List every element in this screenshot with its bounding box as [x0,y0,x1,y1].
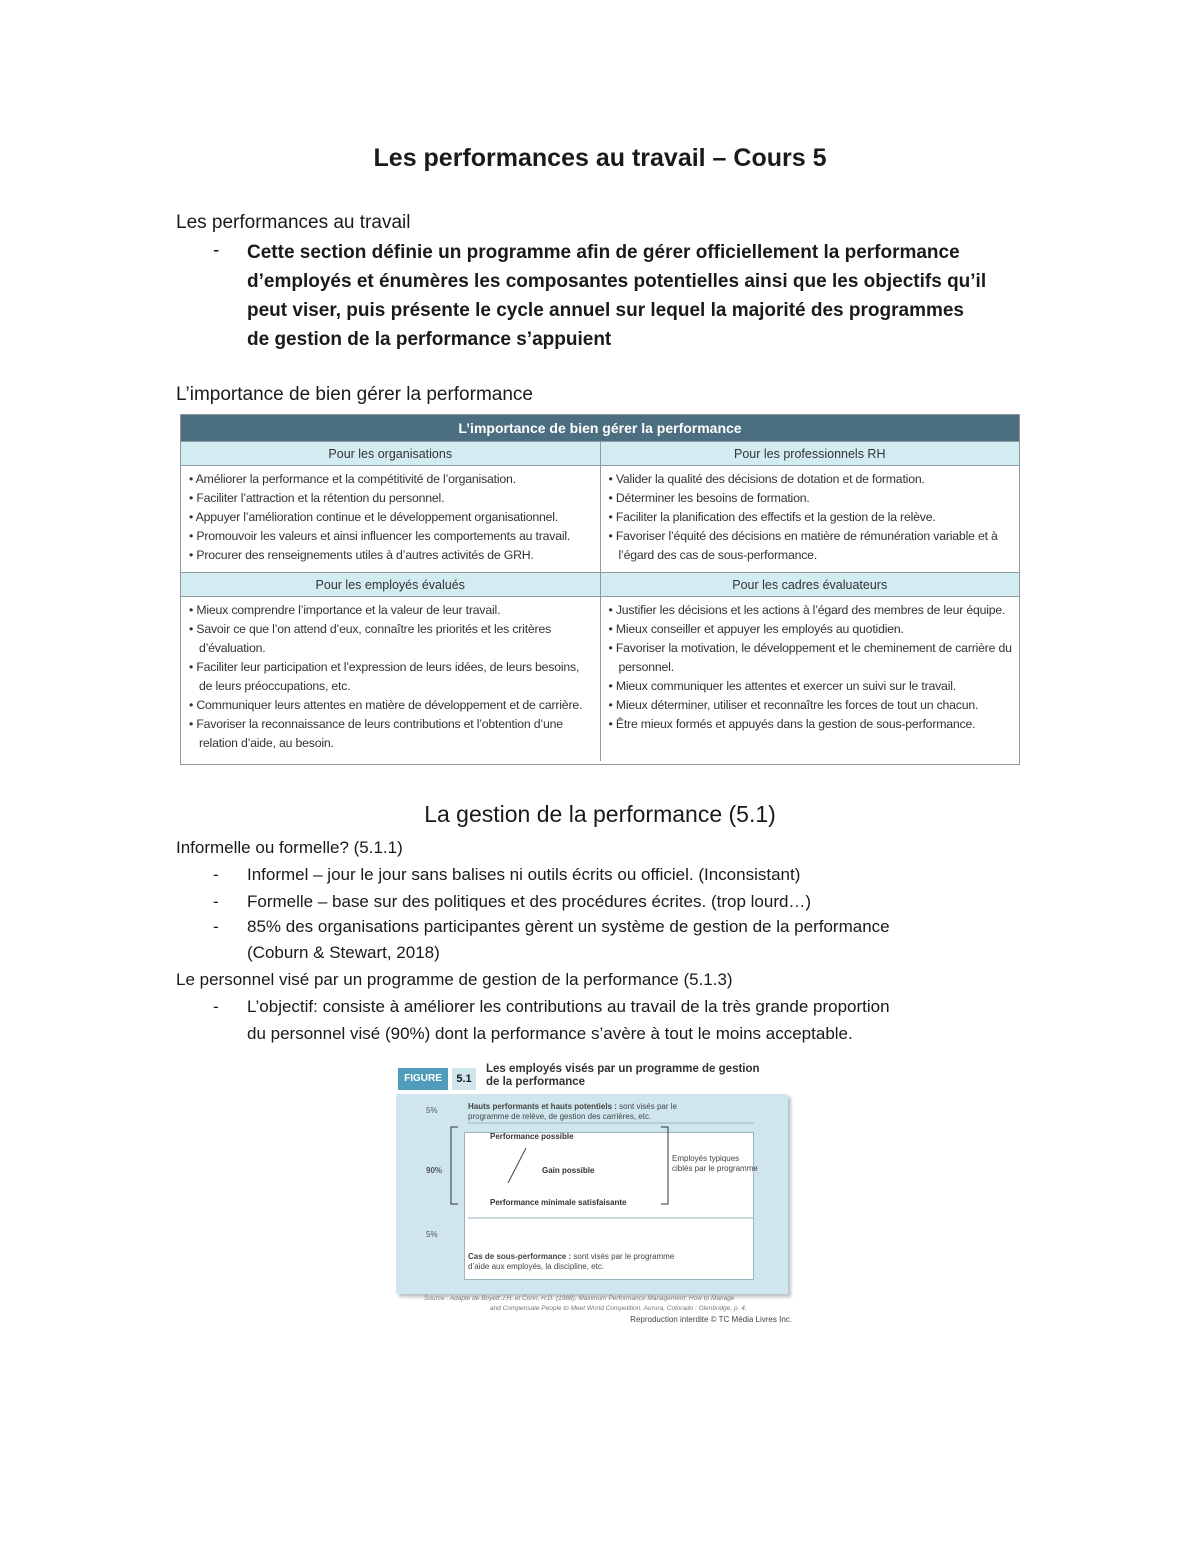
bullet-dash: - [213,240,220,261]
figure-panel [396,1094,788,1294]
bullet-85-line-2: (Coburn & Stewart, 2018) [247,943,440,962]
importance-heading: L’importance de bien gérer la performance [176,384,533,405]
list-item: • Favoriser la motivation, le développement et le cheminement de carrière du personnel. [609,639,1014,677]
list-item: • Mieux déterminer, utiliser et reconnaître les forces de tout un chacun. [609,696,1014,715]
list-item: • Justifier les décisions et les actions à l’égard des membres de leur équipe. [609,601,1014,620]
list-item: • Déterminer les besoins de formation. [609,489,1014,508]
list-organisations [189,470,594,565]
table-body-row [181,596,1019,761]
bottom-group-bold: Cas de sous-performance : [468,1252,572,1261]
figure-reproduction: Reproduction interdite © TC Média Livres Inc. [630,1315,792,1324]
table-header-row [181,441,1019,465]
typical-employees-text [672,1154,772,1174]
list-item: • Favoriser la reconnaissance de leurs contributions et l’obtention d’une relation d’aide, au besoin. [189,715,594,753]
bullet-dash: - [213,917,219,936]
list-item: • Savoir ce que l’on attend d’eux, connaître les priorités et les critères d’évaluation. [189,620,594,658]
list-item: • Valider la qualité des décisions de dotation et de formation. [609,470,1014,489]
list-item: • Promouvoir les valeurs et ainsi influencer les comportements au travail. [189,527,594,546]
table-title: L’importance de bien gérer la performance [181,415,1019,441]
bottom-group-text [468,1252,708,1272]
gain-possible: Gain possible [542,1166,595,1175]
page-title: Les performances au travail – Cours 5 [373,144,827,172]
pct-mid: 90% [426,1166,443,1175]
figure-number: 5.1 [452,1068,476,1090]
cell-professionnels-rh [601,466,1020,572]
list-item: • Mieux comprendre l’importance et la valeur de leur travail. [189,601,594,620]
perf-minimale: Performance minimale satisfaisante [490,1198,627,1207]
list-item: • Favoriser l’équité des décisions en matière de rémunération variable et à l’égard des cas de sous-performance. [609,527,1014,565]
list-item: • Faciliter la planification des effectifs et la gestion de la relève. [609,508,1014,527]
section-heading: Les performances au travail [176,212,411,233]
bullet-formelle: Formelle – base sur des politiques et des procédures écrites. (trop lourd…) [247,892,812,911]
cell-cadres-evaluateurs [601,597,1020,761]
list-item: • Mieux conseiller et appuyer les employés au quotidien. [609,620,1014,639]
list-item: • Améliorer la performance et la compétitivité de l’organisation. [189,470,594,489]
list-item: • Communiquer leurs attentes en matière de développement et de carrière. [189,696,594,715]
pct-top: 5% [426,1106,438,1115]
source-line-1: Source : Adapté de Boyett J.H. et Conn, H.D. (1988). Maximum Performance Management: How to Manage [424,1295,735,1302]
top-group-bold: Hauts performants et hauts potentiels : [468,1102,617,1111]
top-group-line-1: sont visés par le [616,1102,677,1111]
bullet-informel: Informel – jour le jour sans balises ni outils écrits ou officiel. (Inconsistant) [247,865,801,884]
bullet-objectif-line-2: du personnel visé (90%) dont la performance s’avère à tout le moins acceptable. [247,1024,853,1043]
table-body-row [181,465,1019,572]
bottom-group-line-1: sont visés par le programme [571,1252,675,1261]
list-item: • Faciliter l’attraction et la rétention du personnel. [189,489,594,508]
table-header-row [181,572,1019,596]
list-item: • Faciliter leur participation et l’expression de leurs idées, de leurs besoins, de leurs préoccupations, etc. [189,658,594,696]
cell-employes-evalues [181,597,601,761]
bullet-line-2: d’employés et énumères les composantes potentielles ainsi que les objectifs qu’il [247,271,987,292]
list-item: • Être mieux formés et appuyés dans la gestion de sous-performance. [609,715,1014,734]
typical-line-1: Employés typiques [672,1154,740,1163]
pct-bot: 5% [426,1230,438,1239]
section-title: La gestion de la performance (5.1) [424,801,776,827]
importance-table [180,414,1020,765]
bullet-dash: - [213,997,219,1016]
bullet-dash: - [213,865,219,884]
source-line-2: and Compensate People to Meet World Competition. Aurora, Colorado : Glenbridge, p. 4. [490,1305,747,1312]
bullet-objectif-line-1: L’objectif: consiste à améliorer les contributions au travail de la très grande proportion [247,997,890,1016]
col-header-cadres-evaluateurs: Pour les cadres évaluateurs [732,578,888,592]
bullet-line-1: Cette section définie un programme afin de gérer officiellement la performance [247,242,960,263]
cell-organisations [181,466,601,572]
figure-title-line-2: de la performance [486,1076,586,1088]
subheading-personnel: Le personnel visé par un programme de gestion de la performance (5.1.3) [176,970,733,989]
top-group-line-2: programme de relève, de gestion des carrières, etc. [468,1112,652,1121]
col-header-organisations: Pour les organisations [181,442,601,465]
bullet-dash: - [213,892,219,911]
bottom-group-line-2: d’aide aux employés, la discipline, etc. [468,1262,605,1271]
figure-5-1 [396,1062,796,1332]
list-item: • Appuyer l’amélioration continue et le développement organisationnel. [189,508,594,527]
col-header-professionnels-rh: Pour les professionnels RH [734,447,886,461]
list-item: • Procurer des renseignements utiles à d’autres activités de GRH. [189,546,594,565]
figure-source [424,1294,794,1314]
figure-title-line-1: Les employés visés par un programme de gestion [486,1063,760,1075]
col-header-employes-evalues: Pour les employés évalués [181,573,601,596]
bullet-line-4: de gestion de la performance s’appuient [247,329,612,350]
list-cadres-evaluateurs [609,601,1014,734]
bullet-85-line-1: 85% des organisations participantes gèrent un système de gestion de la performance [247,917,890,936]
figure-title [486,1063,786,1089]
list-employes-evalues [189,601,594,753]
perf-possible: Performance possible [490,1132,574,1141]
figure-label: FIGURE [398,1068,448,1090]
typical-line-2: ciblés par le programme [672,1164,758,1173]
bullet-line-3: peut viser, puis présente le cycle annuel sur lequel la majorité des programmes [247,300,964,321]
list-item: • Mieux communiquer les attentes et exercer un suivi sur le travail. [609,677,1014,696]
subheading-informelle: Informelle ou formelle? (5.1.1) [176,838,403,857]
list-professionnels-rh [609,470,1014,565]
